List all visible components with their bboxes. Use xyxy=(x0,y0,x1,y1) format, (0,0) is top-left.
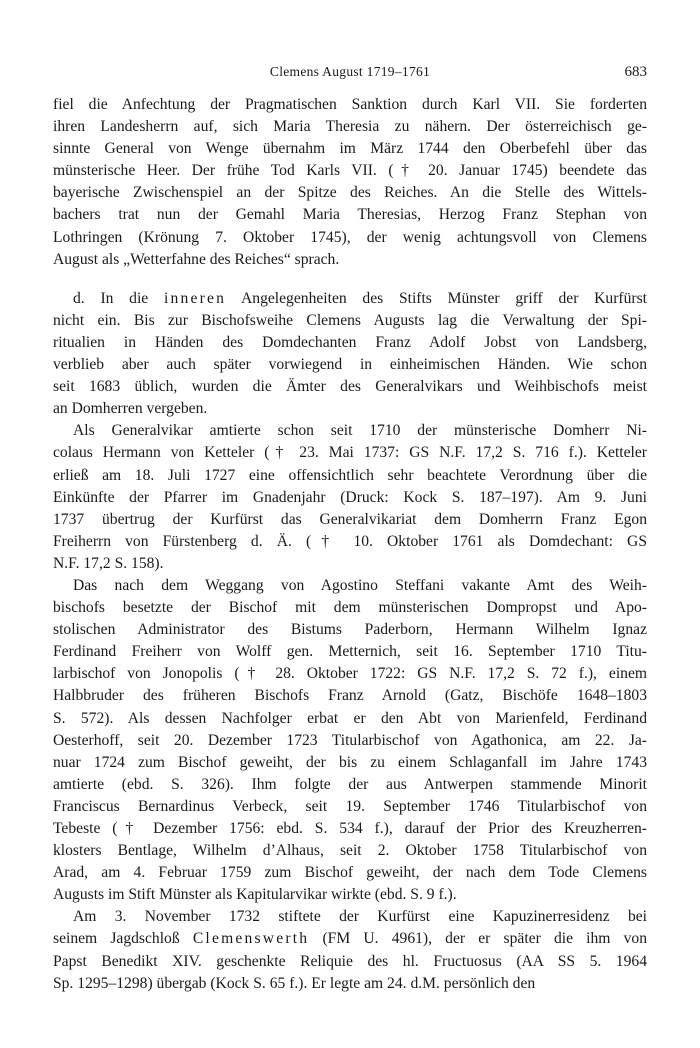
text-line: S. 572). Als dessen Nachfolger erbat er den Abt von Marienfeld, Ferdinand xyxy=(53,709,647,727)
text-line: klosters Bentlage, Wilhelm d’Alhaus, seit 2. Oktober 1758 Titularbischof von xyxy=(53,842,647,860)
text-line: Papst Benedikt XIV. geschenkte Reliquie des hl. Fructuosus (AA SS 5. 1964 xyxy=(53,952,647,970)
text-line: Arad, am 4. Februar 1759 zum Bischof geweiht, der nach dem Tode Clemens xyxy=(53,864,647,882)
emphasized-word: inneren xyxy=(163,289,227,307)
text-line: Das nach dem Weggang von Agostino Steffani vakante Amt des Weih- xyxy=(73,576,647,594)
text-line: amtierte (ebd. S. 326). Ihm folgte der aus Antwerpen stammende Minorit xyxy=(53,775,647,793)
text-line: d. In die inneren Angelegenheiten des Stifts Münster griff der Kurfürst xyxy=(73,289,647,307)
running-title: Clemens August 1719–1761 xyxy=(269,64,431,79)
text-line: ihren Landesherrn auf, sich Maria Theresia zu nähern. Der österreichisch ge- xyxy=(53,118,647,136)
paragraph xyxy=(53,94,647,271)
paragraph-gap xyxy=(53,271,647,288)
text-line: Oesterhoff, seit 20. Dezember 1723 Titularbischof von Agathonica, am 22. Ja- xyxy=(53,731,647,749)
text-line: bischofs besetzte der Bischof mit dem münsterischen Dompropst und Apo- xyxy=(53,599,647,617)
text-line: erließ am 18. Juli 1727 eine offensichtlich sehr beachtete Verordnung über die xyxy=(53,466,647,484)
text-line: Halbbruder des früheren Bischofs Franz Arnold (Gatz, Bischöfe 1648–1803 xyxy=(53,687,647,705)
paragraph xyxy=(53,420,647,575)
text-line: Als Generalvikar amtierte schon seit 1710 der münsterische Domherr Ni- xyxy=(73,422,647,440)
text-line: August als „Wetterfahne des Reiches“ sprach. xyxy=(53,250,340,268)
text-line: colaus Hermann von Ketteler († 23. Mai 1737: GS N.F. 17,2 S. 716 f.). Ketteler xyxy=(53,444,647,462)
body-text xyxy=(53,94,647,995)
text-line: ritualien in Händen des Domdechanten Franz Adolf Jobst von Landsberg, xyxy=(53,333,647,351)
page-number: 683 xyxy=(624,64,647,80)
running-header xyxy=(53,64,647,84)
text-line: Ferdinand Freiherr von Wolff gen. Metternich, seit 16. September 1710 Titu- xyxy=(53,643,647,661)
text-line: Einkünfte der Pfarrer im Gnadenjahr (Druck: Kock S. 187–197). Am 9. Juni xyxy=(53,488,647,506)
emphasized-word: Clemenswerth xyxy=(192,930,310,948)
text-line: N.F. 17,2 S. 158). xyxy=(53,554,164,572)
text-line: 1737 übertrug der Kurfürst das Generalvikariat dem Domherrn Franz Egon xyxy=(53,510,647,528)
text-line: seit 1683 üblich, wurden die Ämter des Generalvikars und Weihbischofs meist xyxy=(53,378,647,396)
text-line: nicht ein. Bis zur Bischofsweihe Clemens Augusts lag die Verwaltung der Spi- xyxy=(53,311,647,329)
text-line: Sp. 1295–1298) übergab (Kock S. 65 f.). Er legte am 24. d.M. persönlich den xyxy=(53,974,536,992)
text-line: münsterische Heer. Der frühe Tod Karls VII. († 20. Januar 1745) beendete das xyxy=(53,162,647,180)
paragraph xyxy=(53,906,647,994)
text-line: Freiherrn von Fürstenberg d. Ä. († 10. Oktober 1761 als Domdechant: GS xyxy=(53,532,647,550)
text-line: sinnte General von Wenge übernahm im März 1744 den Oberbefehl über das xyxy=(53,140,647,158)
text-line: bayerische Zwischenspiel an der Spitze des Reiches. An die Stelle des Wittels- xyxy=(53,184,647,202)
text-line: Lothringen (Krönung 7. Oktober 1745), der wenig achtungsvoll von Clemens xyxy=(53,228,647,246)
text-line: Franciscus Bernardinus Verbeck, seit 19. September 1746 Titularbischof von xyxy=(53,797,647,815)
paragraph xyxy=(53,288,647,421)
text-line: Am 3. November 1732 stiftete der Kurfürst eine Kapuzinerresidenz bei xyxy=(73,908,647,926)
text-line: Tebeste († Dezember 1756: ebd. S. 534 f.), darauf der Prior des Kreuzherren- xyxy=(53,820,647,837)
text-line: bachers trat nun der Gemahl Maria Theresias, Herzog Franz Stephan von xyxy=(53,206,647,224)
text-line: Augusts im Stift Münster als Kapitularvikar wirkte (ebd. S. 9 f.). xyxy=(53,886,457,904)
text-line: an Domherren vergeben. xyxy=(53,400,208,418)
paragraph xyxy=(53,575,647,906)
text-line: seinem Jagdschloß Clemenswerth (FM U. 4961), der er später die ihm von xyxy=(53,930,647,948)
text-line: fiel die Anfechtung der Pragmatischen Sanktion durch Karl VII. Sie forderten xyxy=(53,96,647,113)
text-line: larbischof von Jonopolis († 28. Oktober 1722: GS N.F. 17,2 S. 72 f.), einem xyxy=(53,665,647,683)
text-line: nuar 1724 zum Bischof geweiht, der bis zu einem Schlaganfall im Jahre 1743 xyxy=(53,753,647,771)
text-line: stolischen Administrator des Bistums Paderborn, Hermann Wilhelm Ignaz xyxy=(53,621,647,639)
text-line: verblieb aber auch später vorwiegend in einheimischen Händen. Wie schon xyxy=(53,356,647,374)
